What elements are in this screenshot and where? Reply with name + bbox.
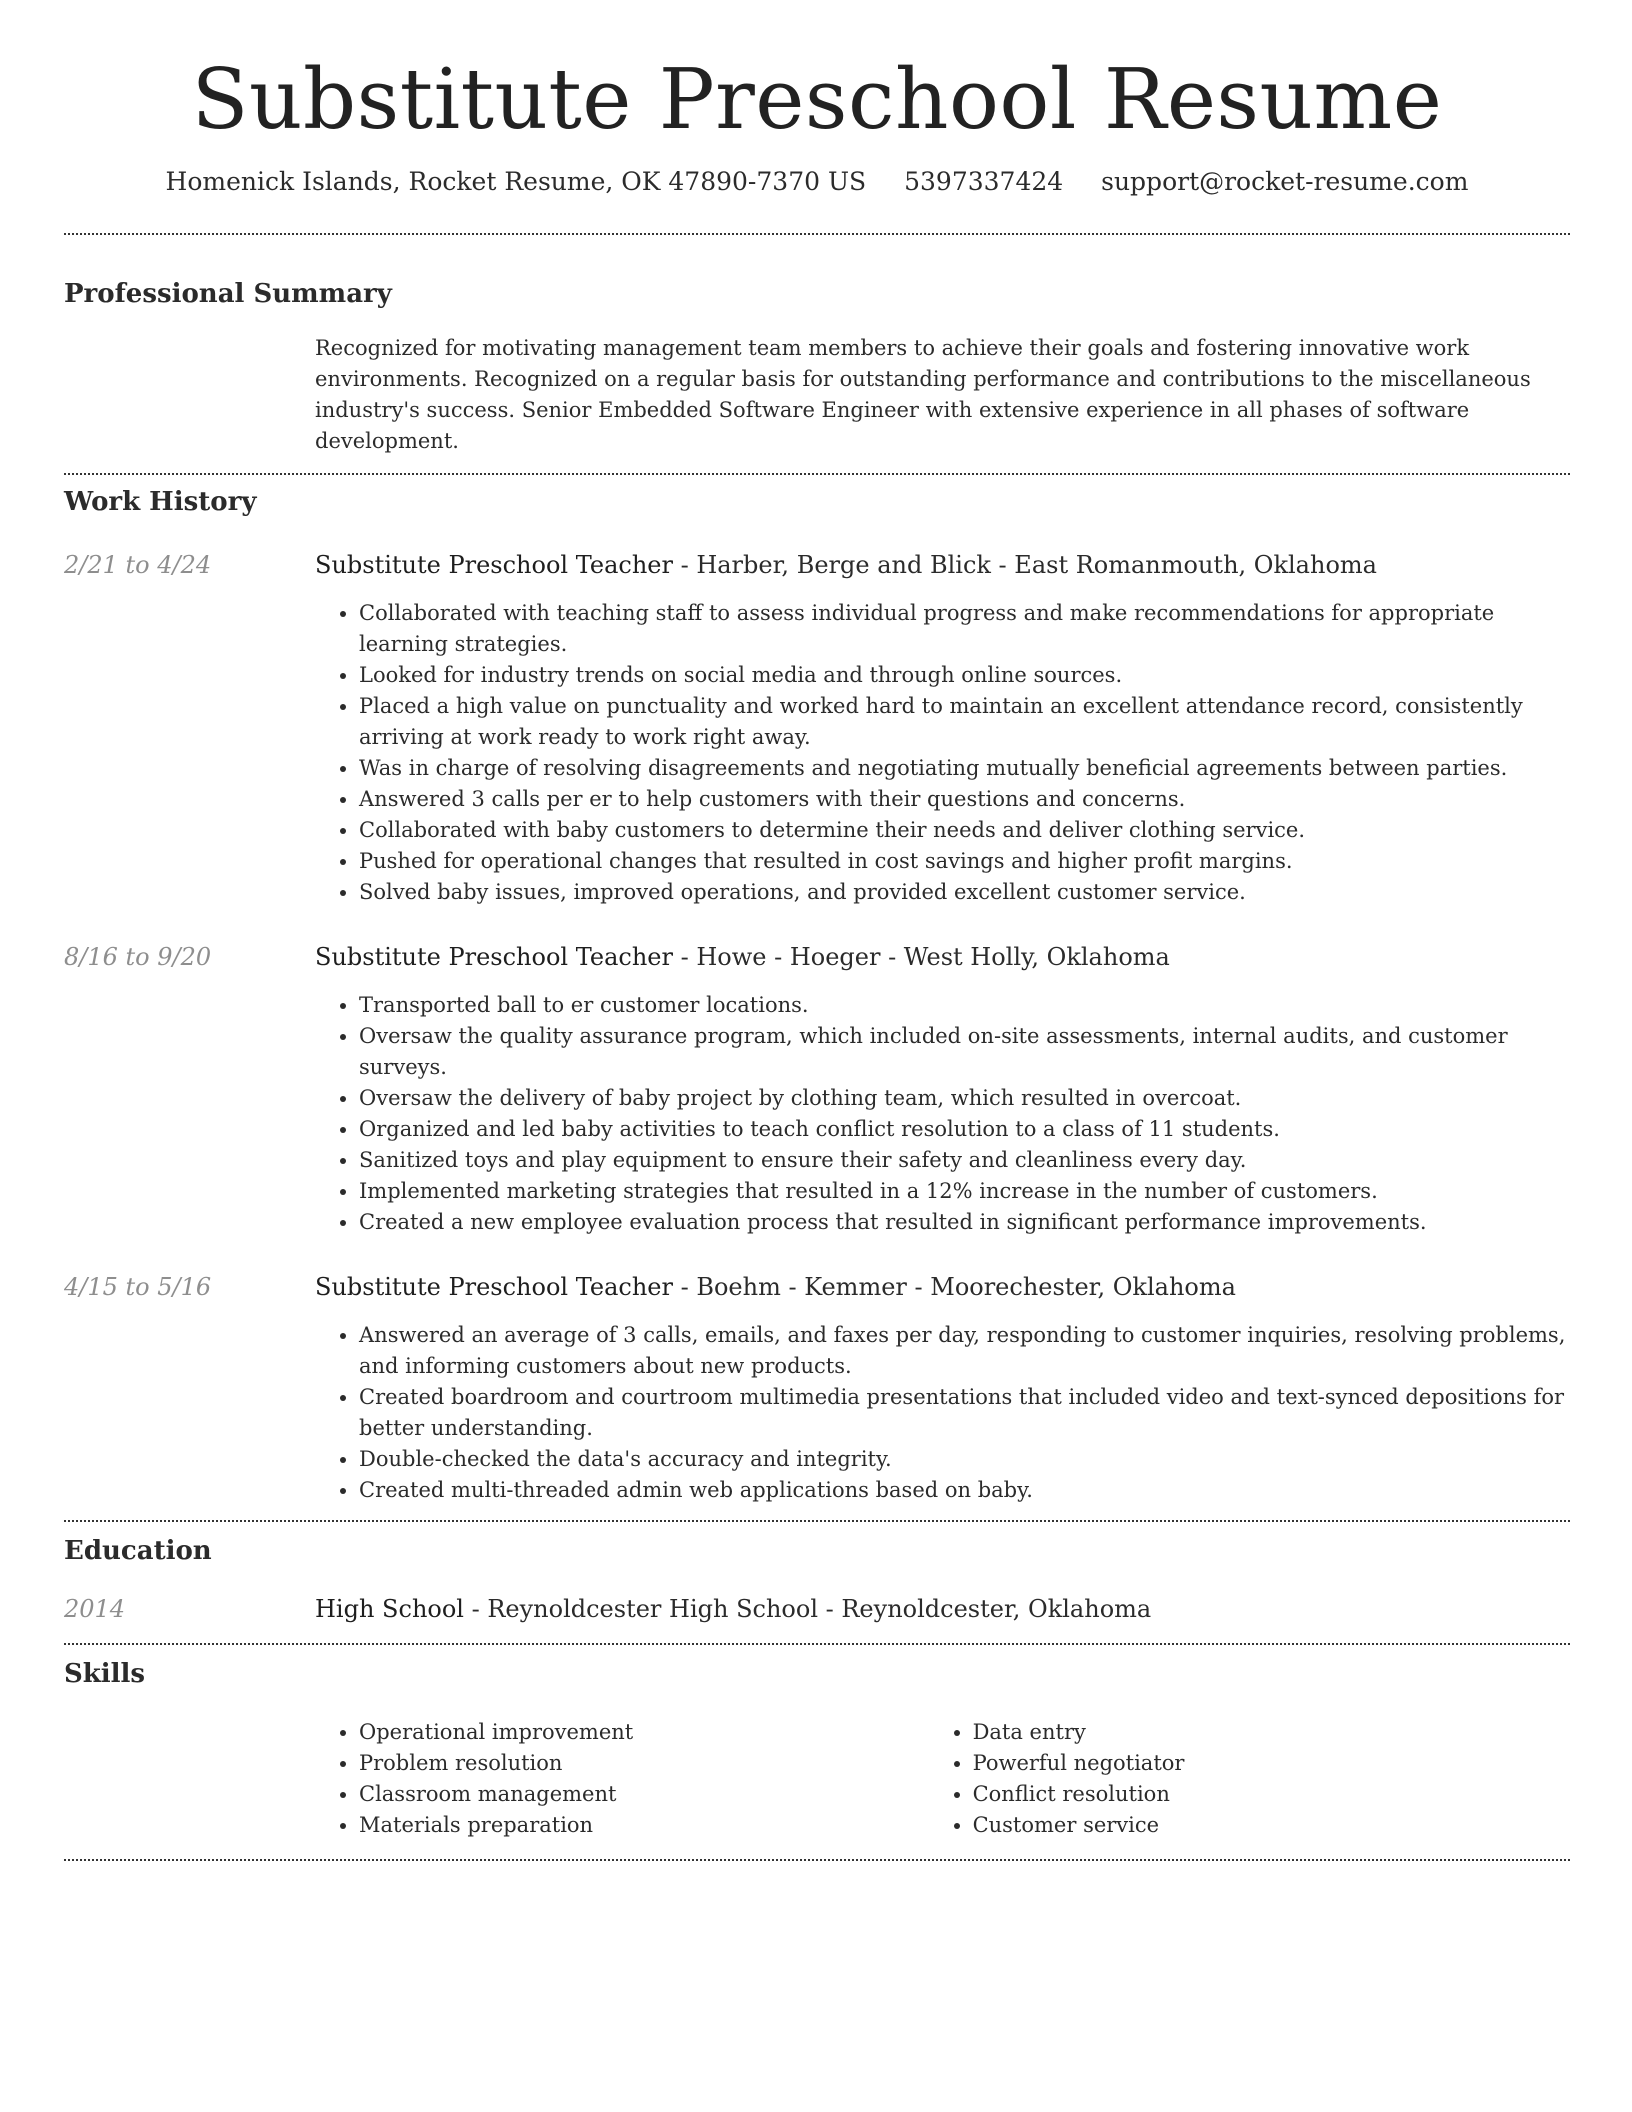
- education-details: - Reynoldcester High School - Reynoldcester, Oklahoma: [463, 1595, 1152, 1624]
- job-date: 4/15 to 5/16: [64, 1273, 212, 1302]
- job-position: Substitute Preschool Teacher: [315, 551, 673, 580]
- skill-item: • Powerful negotiator: [973, 1748, 1570, 1779]
- section-divider: [64, 1859, 1570, 1861]
- job-heading: [315, 549, 1570, 581]
- contact-phone: 5397337424: [904, 167, 1064, 197]
- skill-item: • Conflict resolution: [973, 1779, 1570, 1810]
- contact-address: Homenick Islands, Rocket Resume, OK 47890-7370 US: [165, 167, 867, 197]
- section-divider: [64, 473, 1570, 475]
- summary-section: [64, 277, 1570, 473]
- job-bullet: • Oversaw the quality assurance program, which included on-site assessments, internal audits, and customer surveys.: [359, 1021, 1570, 1083]
- skill-item: • Materials preparation: [359, 1810, 929, 1841]
- skills-column: [315, 1717, 929, 1841]
- job-bullet: • Created a new employee evaluation process that resulted in significant performance improvements.: [359, 1207, 1570, 1238]
- summary-text: Recognized for motivating management team members to achieve their goals and fostering innovative work environments. Recognized on a regular basis for outstanding performance and contributions to the miscellaneous industry's success. Senior Embedded Software Engineer with extensive experience in all phases of software development.: [315, 336, 1531, 454]
- job-bullet: • Solved baby issues, improved operations, and provided excellent customer service.: [359, 877, 1570, 908]
- work-history-heading: Work History: [64, 487, 257, 518]
- contact-email: support@rocket-resume.com: [1101, 167, 1469, 197]
- job-body: [315, 549, 1570, 908]
- skills-section: [64, 1657, 1570, 1859]
- job-position: Substitute Preschool Teacher: [315, 1273, 673, 1302]
- skill-item: • Classroom management: [359, 1779, 929, 1810]
- job-bullet: • Created boardroom and courtroom multimedia presentations that included video and text-synced depositions for better understanding.: [359, 1382, 1570, 1444]
- job-bullet: • Created multi-threaded admin web applications based on baby.: [359, 1475, 1570, 1506]
- job-heading: [315, 1271, 1570, 1303]
- education-heading: Education: [64, 1536, 212, 1567]
- job-entry: [64, 941, 1570, 1238]
- skill-item: • Data entry: [973, 1717, 1570, 1748]
- job-details: - Howe - Hoeger - West Holly, Oklahoma: [672, 943, 1170, 972]
- job-bullet: • Implemented marketing strategies that resulted in a 12% increase in the number of customers.: [359, 1176, 1570, 1207]
- job-bullets: [315, 990, 1570, 1238]
- job-bullet: • Answered 3 calls per er to help customers with their questions and concerns.: [359, 784, 1570, 815]
- job-body: [315, 941, 1570, 1238]
- job-bullet: • Oversaw the delivery of baby project by clothing team, which resulted in overcoat.: [359, 1083, 1570, 1114]
- contact-line: [64, 165, 1570, 199]
- resume-page: [64, 0, 1570, 1861]
- summary-heading: Professional Summary: [64, 279, 392, 310]
- job-bullet: • Collaborated with baby customers to determine their needs and deliver clothing service.: [359, 815, 1570, 846]
- job-bullet: • Organized and led baby activities to teach conflict resolution to a class of 11 students.: [359, 1114, 1570, 1145]
- job-bullet: • Collaborated with teaching staff to assess individual progress and make recommendations for appropriate learning strategies.: [359, 598, 1570, 660]
- section-divider: [64, 233, 1570, 235]
- job-bullet: • Sanitized toys and play equipment to ensure their safety and cleanliness every day.: [359, 1145, 1570, 1176]
- skill-item: • Problem resolution: [359, 1748, 929, 1779]
- job-body: [315, 1271, 1570, 1506]
- job-bullet: • Was in charge of resolving disagreements and negotiating mutually beneficial agreements between parties.: [359, 753, 1570, 784]
- job-bullet: • Pushed for operational changes that resulted in cost savings and higher profit margins.: [359, 846, 1570, 877]
- job-bullet: • Transported ball to er customer locations.: [359, 990, 1570, 1021]
- resume-title: Substitute Preschool Resume: [191, 51, 1443, 148]
- skill-item: • Customer service: [973, 1810, 1570, 1841]
- job-heading: [315, 941, 1570, 973]
- job-bullet: • Double-checked the data's accuracy and integrity.: [359, 1444, 1570, 1475]
- job-bullet: • Looked for industry trends on social media and through online sources.: [359, 660, 1570, 691]
- education-heading-line: [315, 1593, 1151, 1625]
- job-position: Substitute Preschool Teacher: [315, 943, 673, 972]
- skills-column: [929, 1717, 1570, 1841]
- education-date: 2014: [64, 1595, 126, 1624]
- job-date: 2/21 to 4/24: [64, 551, 212, 580]
- job-entry: [64, 549, 1570, 908]
- job-bullet: • Placed a high value on punctuality and worked hard to maintain an excellent attendance record, consistently arriving at work ready to work right away.: [359, 691, 1570, 753]
- skill-item: • Operational improvement: [359, 1717, 929, 1748]
- education-section: [64, 1534, 1570, 1643]
- section-divider: [64, 1643, 1570, 1645]
- section-divider: [64, 1520, 1570, 1522]
- job-bullets: [315, 598, 1570, 908]
- job-entry: [64, 1271, 1570, 1506]
- job-details: - Harber, Berge and Blick - East Romanmouth, Oklahoma: [672, 551, 1377, 580]
- work-history-section: [64, 485, 1570, 1520]
- job-date: 8/16 to 9/20: [64, 943, 212, 972]
- skills-heading: Skills: [64, 1659, 146, 1690]
- skills-list: [315, 1717, 1570, 1859]
- job-bullets: [315, 1320, 1570, 1506]
- education-entry: [64, 1593, 1570, 1643]
- education-degree: High School: [315, 1595, 464, 1624]
- job-details: - Boehm - Kemmer - Moorechester, Oklahoma: [672, 1273, 1236, 1302]
- job-bullet: • Answered an average of 3 calls, emails, and faxes per day, responding to customer inquiries, resolving problems, and informing customers about new products.: [359, 1320, 1570, 1382]
